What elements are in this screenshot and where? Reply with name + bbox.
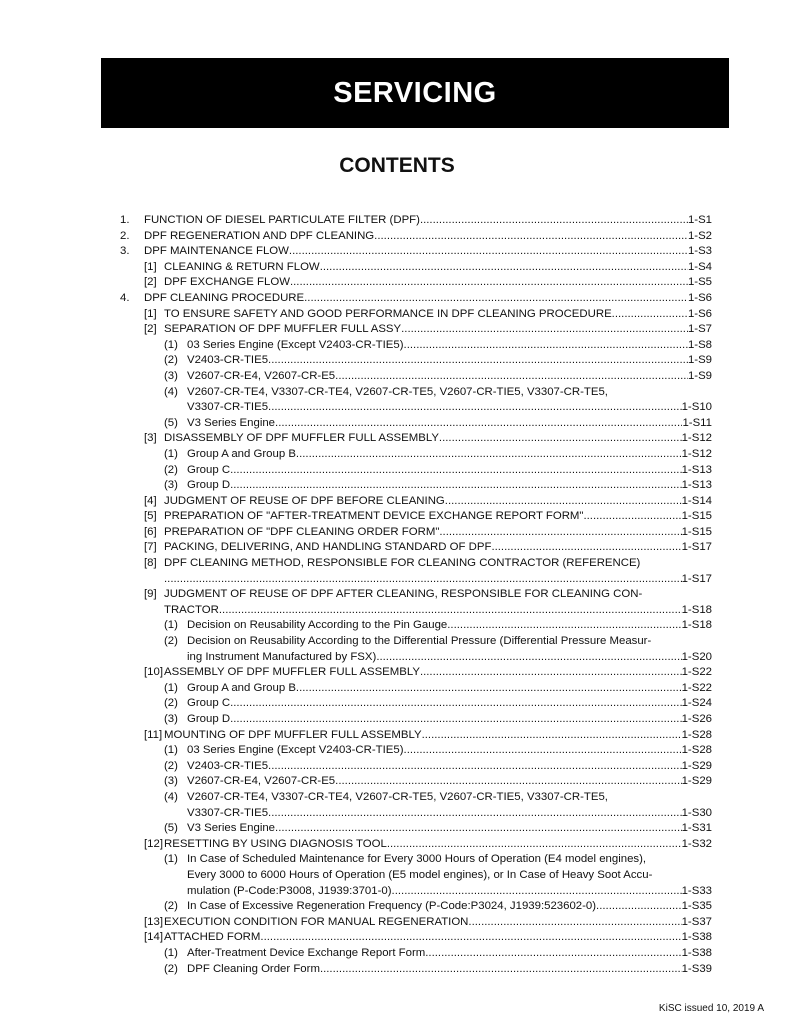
- toc-entry-page: 1-S32: [681, 837, 712, 850]
- dot-leader: [230, 696, 682, 712]
- toc-entry-number: (2): [164, 759, 178, 772]
- toc-entry-number: (1): [164, 338, 178, 351]
- toc-entry-page: 1-S6: [687, 307, 712, 320]
- toc-entry[interactable]: [120, 587, 712, 603]
- toc-entry[interactable]: [120, 540, 712, 556]
- toc-entry[interactable]: [120, 946, 712, 962]
- toc-entry-page: 1-S22: [681, 681, 712, 694]
- toc-entry-title: V2403-CR-TIE5: [187, 354, 269, 367]
- dot-leader: [447, 618, 681, 634]
- toc-entry-number: 1.: [120, 214, 130, 226]
- dot-leader: [387, 837, 682, 853]
- toc-entry-page: 1-S1: [687, 214, 712, 226]
- toc-entry-page: 1-S10: [681, 401, 712, 414]
- toc-entry[interactable]: [120, 899, 712, 915]
- toc-entry-number: [1]: [144, 260, 157, 273]
- toc-entry[interactable]: [120, 962, 712, 978]
- toc-entry[interactable]: [120, 790, 712, 806]
- toc-entry-title: JUDGMENT OF REUSE OF DPF AFTER CLEANING, RESPONSIBLE FOR CLEANING CON-: [164, 588, 643, 601]
- dot-leader: [404, 338, 688, 354]
- toc-entry-title: Group A and Group B: [187, 681, 296, 694]
- toc-entry-title: ASSEMBLY OF DPF MUFFLER FULL ASSEMBLY: [164, 666, 420, 679]
- toc-entry-number: [8]: [144, 557, 157, 570]
- toc-entry-number: [10]: [144, 666, 163, 679]
- toc-entry-number: [3]: [144, 432, 157, 445]
- dot-leader: [268, 759, 682, 775]
- toc-entry-page: 1-S14: [681, 494, 712, 507]
- table-of-contents: [120, 213, 712, 977]
- toc-entry-number: [11]: [144, 728, 163, 741]
- toc-entry-title: After-Treatment Device Exchange Report Form: [187, 946, 426, 959]
- dot-leader: [260, 930, 681, 946]
- dot-leader: [268, 400, 682, 416]
- toc-entry[interactable]: [120, 307, 712, 323]
- toc-entry-title: DPF MAINTENANCE FLOW: [144, 245, 289, 258]
- dot-leader: [320, 260, 688, 276]
- toc-entry[interactable]: [120, 494, 712, 510]
- toc-entry-number: (1): [164, 681, 178, 694]
- dot-leader: [275, 416, 682, 432]
- toc-entry-title: JUDGMENT OF REUSE OF DPF BEFORE CLEANING: [164, 494, 445, 507]
- toc-entry-page: 1-S30: [681, 806, 712, 819]
- toc-entry[interactable]: [120, 712, 712, 728]
- toc-entry-title: DPF EXCHANGE FLOW: [164, 276, 290, 289]
- toc-entry[interactable]: [120, 634, 712, 650]
- toc-entry-page: 1-S31: [681, 822, 712, 835]
- toc-entry-page: 1-S6: [687, 291, 712, 304]
- toc-entry-number: (1): [164, 946, 178, 959]
- toc-entry[interactable]: [120, 806, 712, 822]
- toc-entry[interactable]: [120, 229, 712, 245]
- toc-entry-title: TO ENSURE SAFETY AND GOOD PERFORMANCE IN DPF CLEANING PROCEDURE.: [164, 307, 615, 320]
- toc-entry-title: RESETTING BY USING DIAGNOSIS TOOL: [164, 837, 387, 850]
- toc-entry-title: V2607-CR-TE4, V3307-CR-TE4, V2607-CR-TE5, V2607-CR-TIE5, V3307-CR-TE5,: [187, 790, 608, 803]
- dot-leader: [425, 946, 681, 962]
- toc-entry-title: PREPARATION OF "AFTER-TREATMENT DEVICE EXCHANGE REPORT FORM": [164, 510, 584, 523]
- toc-entry-title: DPF REGENERATION AND DPF CLEANING: [144, 229, 375, 242]
- toc-entry-number: 2.: [120, 229, 130, 242]
- toc-entry-number: (2): [164, 900, 178, 913]
- toc-entry[interactable]: [120, 322, 712, 338]
- toc-entry-page: 1-S3: [687, 245, 712, 258]
- toc-entry-page: 1-S9: [687, 369, 712, 382]
- toc-entry-number: [12]: [144, 837, 163, 850]
- toc-entry-page: 1-S29: [681, 775, 712, 788]
- dot-leader: [219, 603, 682, 619]
- toc-entry[interactable]: [120, 431, 712, 447]
- toc-entry-page: 1-S13: [681, 479, 712, 492]
- toc-entry-page: 1-S18: [681, 619, 712, 632]
- toc-entry[interactable]: [120, 353, 712, 369]
- dot-leader: [335, 774, 681, 790]
- dot-leader: [596, 899, 682, 915]
- toc-entry[interactable]: [120, 852, 712, 868]
- contents-heading: CONTENTS: [339, 154, 455, 177]
- toc-entry-page: 1-S29: [681, 759, 712, 772]
- toc-entry-page: 1-S17: [681, 572, 712, 585]
- toc-entry-page: 1-S9: [687, 354, 712, 367]
- dot-leader: [583, 509, 681, 525]
- toc-entry-number: [1]: [144, 307, 157, 320]
- section-banner: [101, 58, 729, 128]
- toc-entry-title: V3307-CR-TIE5: [187, 401, 269, 414]
- dot-leader: [320, 962, 682, 978]
- toc-entry-number: (3): [164, 369, 178, 382]
- toc-entry[interactable]: [120, 291, 712, 307]
- toc-entry-number: 4.: [120, 291, 130, 304]
- toc-entry-number: [4]: [144, 494, 157, 507]
- toc-entry-title: PACKING, DELIVERING, AND HANDLING STANDARD OF DPF: [164, 541, 492, 554]
- toc-entry[interactable]: [120, 463, 712, 479]
- toc-entry[interactable]: [120, 525, 712, 541]
- toc-entry-title: DISASSEMBLY OF DPF MUFFLER FULL ASSEMBLY: [164, 432, 439, 445]
- dot-leader: [230, 712, 682, 728]
- toc-entry-number: [5]: [144, 510, 157, 523]
- toc-entry-page: 1-S35: [681, 900, 712, 913]
- dot-leader: [439, 431, 682, 447]
- toc-entry-title: V2607-CR-TE4, V3307-CR-TE4, V2607-CR-TE5, V2607-CR-TIE5, V3307-CR-TE5,: [187, 385, 608, 398]
- dot-leader: [491, 540, 681, 556]
- toc-entry-title: V3 Series Engine: [187, 822, 276, 835]
- toc-entry-page: 1-S20: [681, 650, 712, 663]
- dot-leader: [268, 353, 688, 369]
- toc-entry-title: V3307-CR-TIE5: [187, 806, 269, 819]
- dot-leader: [296, 681, 682, 697]
- dot-leader: [296, 447, 682, 463]
- toc-entry-number: (2): [164, 635, 178, 648]
- toc-entry[interactable]: [120, 915, 712, 931]
- toc-entry-number: (3): [164, 775, 178, 788]
- toc-entry-page: 1-S22: [681, 666, 712, 679]
- dot-leader: [404, 743, 682, 759]
- toc-entry-number: (5): [164, 416, 178, 429]
- toc-entry-title: V2403-CR-TIE5: [187, 759, 269, 772]
- dot-leader: [420, 665, 682, 681]
- toc-entry[interactable]: [120, 556, 712, 572]
- dot-leader: [376, 650, 681, 666]
- toc-entry-title: In Case of Scheduled Maintenance for Every 3000 Hours of Operation (E4 model engines),: [187, 853, 647, 866]
- toc-entry-number: (1): [164, 853, 178, 866]
- toc-entry-number: (2): [164, 962, 178, 975]
- toc-entry-page: 1-S13: [681, 463, 712, 476]
- toc-entry[interactable]: [120, 244, 712, 260]
- dot-leader: [468, 915, 681, 931]
- toc-entry[interactable]: [120, 478, 712, 494]
- toc-entry-page: 1-S7: [687, 323, 712, 336]
- toc-entry-title: V3 Series Engine: [187, 416, 276, 429]
- toc-entry-title: 03 Series Engine (Except V2403-CR-TIE5): [187, 338, 404, 351]
- toc-entry-page: 1-S18: [681, 603, 712, 616]
- toc-entry-number: (2): [164, 697, 178, 710]
- toc-entry-page: 1-S39: [681, 962, 712, 975]
- toc-entry-number: [9]: [144, 588, 157, 601]
- toc-entry-title: Group C: [187, 463, 231, 476]
- toc-entry-page: 1-S2: [687, 229, 712, 242]
- toc-entry-page: 1-S38: [681, 931, 712, 944]
- toc-entry-page: 1-S28: [681, 728, 712, 741]
- toc-entry-title: Decision on Reusability According to the Differential Pressure (Differential Pressure Measur-: [187, 635, 652, 648]
- toc-entry[interactable]: [120, 665, 712, 681]
- dot-leader: [304, 291, 688, 307]
- toc-entry[interactable]: [120, 696, 712, 712]
- toc-entry-page: 1-S4: [687, 260, 712, 273]
- dot-leader: [290, 275, 688, 291]
- dot-leader: [289, 244, 688, 260]
- toc-entry-page: 1-S12: [681, 432, 712, 445]
- toc-entry-title: mulation (P-Code:P3008, J1939:3701-0): [187, 884, 392, 897]
- toc-entry-number: (4): [164, 385, 178, 398]
- section-title: SERVICING: [333, 76, 497, 109]
- toc-entry-page: 1-S15: [681, 525, 712, 538]
- toc-entry-page: 1-S15: [681, 510, 712, 523]
- toc-entry-number: (2): [164, 354, 178, 367]
- toc-entry-page: 1-S24: [681, 697, 712, 710]
- dot-leader: [420, 213, 688, 229]
- dot-leader: [439, 525, 681, 541]
- toc-entry-title: Group D: [187, 713, 231, 725]
- toc-entry[interactable]: [120, 509, 712, 525]
- dot-leader: [268, 806, 682, 822]
- toc-entry[interactable]: [120, 603, 712, 619]
- dot-leader: [422, 728, 682, 744]
- toc-entry-title: V2607-CR-E4, V2607-CR-E5: [187, 369, 336, 382]
- toc-entry[interactable]: [120, 400, 712, 416]
- dot-leader: [445, 494, 682, 510]
- toc-entry[interactable]: [120, 447, 712, 463]
- toc-entry[interactable]: [120, 260, 712, 276]
- toc-entry-page: 1-S12: [681, 447, 712, 460]
- toc-entry-title: EXECUTION CONDITION FOR MANUAL REGENERATION: [164, 915, 469, 928]
- dot-leader: [615, 307, 688, 323]
- toc-entry-number: [2]: [144, 323, 157, 336]
- toc-entry-title: Every 3000 to 6000 Hours of Operation (E5 model engines), or In Case of Heavy Soot Accu-: [187, 868, 653, 881]
- toc-entry-page: 1-S37: [681, 915, 712, 928]
- toc-entry[interactable]: [120, 650, 712, 666]
- toc-entry[interactable]: [120, 369, 712, 385]
- toc-entry-title: Group A and Group B: [187, 447, 296, 460]
- toc-entry-title: 03 Series Engine (Except V2403-CR-TIE5): [187, 744, 404, 757]
- toc-entry-page: 1-S17: [681, 541, 712, 554]
- toc-entry-page: 1-S26: [681, 713, 712, 725]
- toc-entry-title: In Case of Excessive Regeneration Frequency (P-Code:P3024, J1939:523602-0): [187, 900, 597, 913]
- toc-entry[interactable]: [120, 275, 712, 291]
- toc-entry-number: (3): [164, 479, 178, 492]
- toc-entry-page: 1-S33: [681, 884, 712, 897]
- toc-entry-title: Group D: [187, 479, 231, 492]
- toc-entry-number: [13]: [144, 915, 163, 928]
- toc-entry[interactable]: [120, 213, 712, 229]
- toc-entry-page: 1-S28: [681, 744, 712, 757]
- toc-entry-number: (1): [164, 447, 178, 460]
- dot-leader: [374, 229, 688, 245]
- toc-entry-title: ATTACHED FORM: [164, 931, 261, 944]
- toc-entry-title: MOUNTING OF DPF MUFFLER FULL ASSEMBLY: [164, 728, 422, 741]
- toc-entry-title: Group C: [187, 697, 231, 710]
- toc-entry[interactable]: [120, 743, 712, 759]
- toc-entry[interactable]: [120, 774, 712, 790]
- toc-entry-number: (4): [164, 790, 178, 803]
- toc-entry[interactable]: [120, 681, 712, 697]
- toc-entry[interactable]: [120, 728, 712, 744]
- toc-entry[interactable]: [120, 385, 712, 401]
- toc-entry-page: 1-S38: [681, 946, 712, 959]
- dot-leader: [335, 369, 688, 385]
- toc-entry[interactable]: [120, 572, 712, 588]
- toc-entry-number: [7]: [144, 541, 157, 554]
- toc-entry-title: ing Instrument Manufactured by FSX): [187, 650, 377, 663]
- toc-entry-number: [2]: [144, 276, 157, 289]
- toc-entry-title: PREPARATION OF "DPF CLEANING ORDER FORM": [164, 525, 440, 538]
- dot-leader: [392, 884, 682, 900]
- dot-leader: [401, 322, 688, 338]
- dot-leader: [230, 463, 682, 479]
- dot-leader: [275, 821, 682, 837]
- toc-entry[interactable]: [120, 930, 712, 946]
- toc-entry[interactable]: [120, 338, 712, 354]
- dot-leader: [164, 572, 682, 588]
- toc-entry-title: DPF CLEANING PROCEDURE: [144, 291, 305, 304]
- toc-entry-title: TRACTOR: [164, 603, 219, 616]
- toc-entry-number: (2): [164, 463, 178, 476]
- toc-entry[interactable]: [120, 759, 712, 775]
- toc-entry[interactable]: [120, 884, 712, 900]
- toc-entry-number: (3): [164, 713, 178, 725]
- dot-leader: [230, 478, 682, 494]
- toc-entry-title: FUNCTION OF DIESEL PARTICULATE FILTER (DPF): [144, 214, 420, 226]
- toc-entry-page: 1-S11: [682, 416, 712, 429]
- toc-entry-title: DPF Cleaning Order Form: [187, 962, 320, 975]
- issue-footer: KiSC issued 10, 2019 A: [658, 1003, 764, 1014]
- toc-entry-number: 3.: [120, 245, 130, 258]
- toc-entry-page: 1-S8: [687, 338, 712, 351]
- toc-entry-number: [14]: [144, 931, 163, 944]
- toc-entry-title: SEPARATION OF DPF MUFFLER FULL ASSY: [164, 323, 402, 336]
- toc-entry-page: 1-S5: [687, 276, 712, 289]
- toc-entry-number: [6]: [144, 525, 157, 538]
- toc-entry-title: CLEANING & RETURN FLOW: [164, 260, 320, 273]
- toc-entry[interactable]: [120, 416, 712, 432]
- toc-entry-title: V2607-CR-E4, V2607-CR-E5: [187, 775, 336, 788]
- toc-entry-number: (5): [164, 822, 178, 835]
- toc-entry-number: (1): [164, 744, 178, 757]
- toc-entry[interactable]: [120, 837, 712, 853]
- toc-entry[interactable]: [120, 618, 712, 634]
- toc-entry-title: DPF CLEANING METHOD, RESPONSIBLE FOR CLEANING CONTRACTOR (REFERENCE): [164, 557, 641, 570]
- toc-entry-number: (1): [164, 619, 178, 632]
- toc-entry-title: Decision on Reusability According to the Pin Gauge: [187, 619, 448, 632]
- toc-entry[interactable]: [120, 821, 712, 837]
- toc-entry[interactable]: [120, 868, 712, 884]
